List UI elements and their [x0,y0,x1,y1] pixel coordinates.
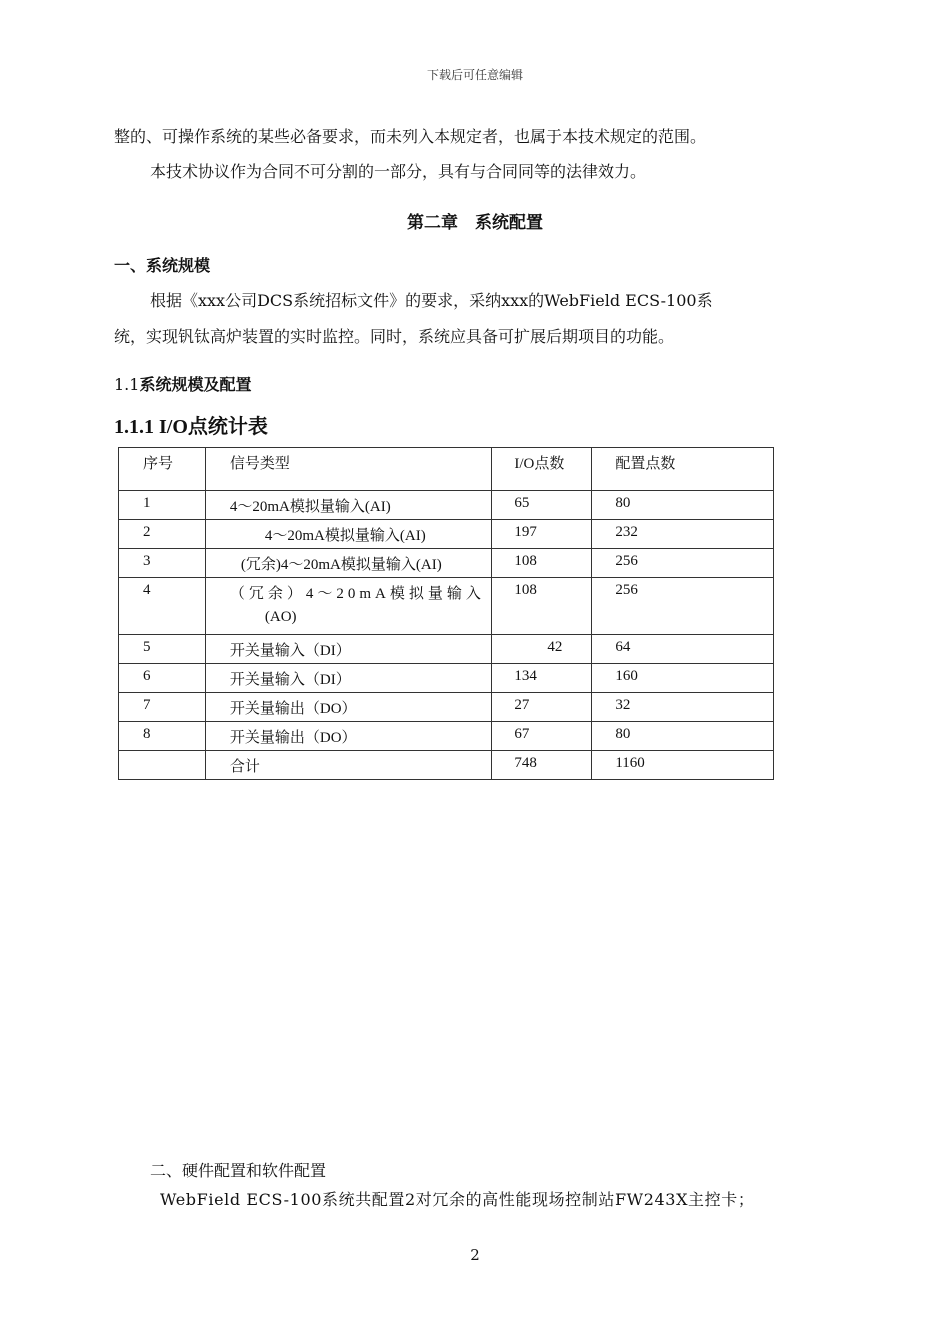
table-cell-type: 4～20mA模拟量输入(AI) [205,491,492,520]
table-cell-io: 65 [492,491,592,520]
table-row [119,664,774,693]
table-cell-io: 67 [492,722,592,751]
table-cell-config: 232 [592,520,774,549]
table-cell-config: 64 [592,635,774,664]
table-row [119,578,774,635]
subsection-1-1 [114,375,251,394]
table-cell-no: 3 [119,549,206,578]
paragraph-legal-effect: 本技术协议作为合同不可分割的一部分，具有与合同同等的法律效力。 [150,162,647,181]
table-cell-io: 108 [492,578,592,635]
table-header-row [119,448,774,491]
page-header: 下载后可任意编辑 [426,68,523,82]
table-row [119,722,774,751]
table-cell-config: 256 [592,578,774,635]
section-1-body-line-1: 根据《xxx公司DCS系统招标文件》的要求，采纳xxx的WebField ECS-100系 [150,291,713,310]
table-total-row [119,751,774,780]
table-cell-config: 256 [592,549,774,578]
table-cell-no: 5 [119,635,206,664]
table-cell-type: (冗余)4～20mA模拟量输入(AI) [205,549,492,578]
table-cell-no [119,751,206,780]
table-cell-io: 108 [492,549,592,578]
table-cell-io: 748 [492,751,592,780]
table-cell-config: 80 [592,722,774,751]
table-cell-type-line-2: (AO) [264,609,297,625]
table-cell-no: 6 [119,664,206,693]
table-cell-no: 4 [119,578,206,635]
section-1-body-line-2: 统，实现钒钛高炉装置的实时监控。同时，系统应具备可扩展后期项目的功能。 [114,327,675,346]
io-point-table [118,447,774,780]
table-row [119,520,774,549]
table-cell-type [205,578,492,635]
chapter-title: 第二章 系统配置 [407,213,543,233]
table-cell-config: 80 [592,491,774,520]
subsection-1-1-title: 系统规模及配置 [139,375,252,394]
table-cell-no: 2 [119,520,206,549]
table-cell-type: 4～20mA模拟量输入(AI) [205,520,492,549]
table-cell-io: 27 [492,693,592,722]
table-header-cell: 信号类型 [205,448,492,491]
table-cell-config: 32 [592,693,774,722]
table-cell-config: 1160 [592,751,774,780]
table-header-cell: 配置点数 [592,448,774,491]
table-cell-io: 134 [492,664,592,693]
table-cell-no: 1 [119,491,206,520]
table-row [119,491,774,520]
subsection-1-1-1-title: 1.1.1 I/O点统计表 [114,416,268,438]
table-cell-no: 8 [119,722,206,751]
paragraph-continuation: 整的、可操作系统的某些必备要求，而未列入本规定者，也属于本技术规定的范围。 [114,127,707,146]
section-2-body: WebField ECS-100系统共配置2对冗余的高性能现场控制站FW243X主控卡； [160,1190,755,1209]
table-row [119,635,774,664]
table-cell-config: 160 [592,664,774,693]
table-cell-type: 开关量输入（DI） [205,664,492,693]
table-cell-io: 42 [492,635,592,664]
section-1-title: 一、系统规模 [114,256,211,275]
table-cell-no: 7 [119,693,206,722]
table-header-cell: I/O点数 [492,448,592,491]
table-cell-type: 合计 [205,751,492,780]
table-cell-type: 开关量输出（DO） [205,722,492,751]
table-cell-type-line-1: （冗余）4～20mA模拟量输入 [229,586,485,602]
table-header-cell: 序号 [119,448,206,491]
page-number: 2 [470,1246,480,1264]
table-row [119,549,774,578]
section-2-title: 二、硬件配置和软件配置 [150,1161,327,1180]
table-cell-io: 197 [492,520,592,549]
table-row [119,693,774,722]
table-cell-type: 开关量输出（DO） [205,693,492,722]
subsection-1-1-number: 1.1 [114,375,140,394]
table-cell-type: 开关量输入（DI） [205,635,492,664]
